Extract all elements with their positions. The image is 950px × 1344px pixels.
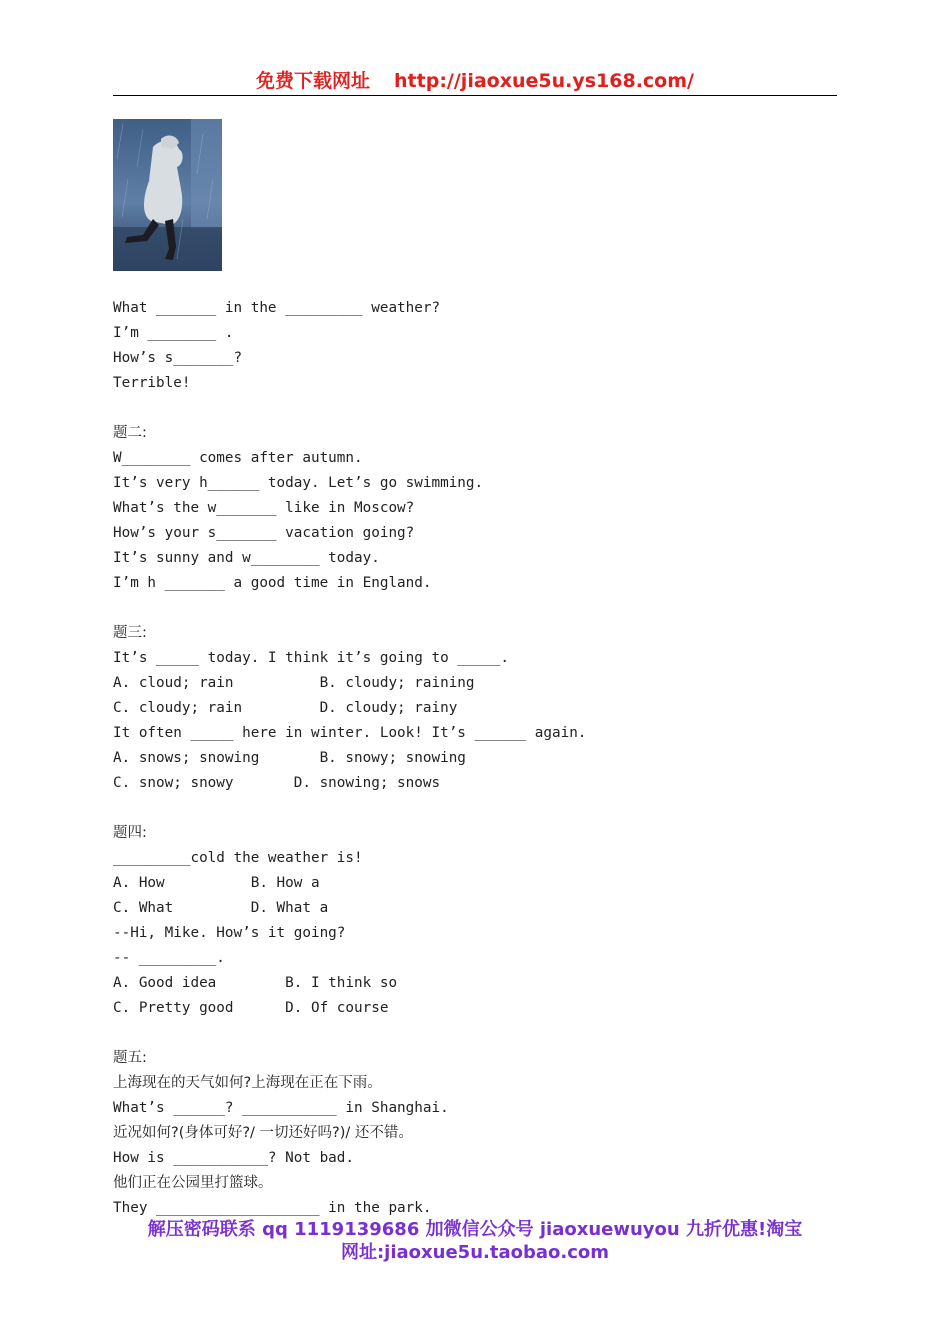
- text-line: What _______ in the _________ weather?: [113, 300, 441, 316]
- blank-line: [113, 596, 837, 621]
- text-line: 他们正在公园里打篮球。: [113, 1175, 273, 1191]
- text-line: A. Good idea B. I think so: [113, 975, 398, 991]
- text-line: C. Pretty good D. Of course: [113, 1000, 389, 1016]
- text-line: How’s your s_______ vacation going?: [113, 525, 415, 541]
- page-header: [113, 66, 837, 96]
- text-line: It’s very h______ today. Let’s go swimming.: [113, 475, 484, 491]
- text-line: A. cloud; rain B. cloudy; raining: [113, 675, 475, 691]
- text-line: I’m ________ .: [113, 325, 234, 341]
- text-line: 题五:: [113, 1050, 147, 1066]
- site-label: 免费下载网址: [256, 70, 371, 92]
- text-line: 题三:: [113, 625, 147, 641]
- footer-shop-url[interactable]: 网址:jiaoxue5u.taobao.com: [340, 1242, 609, 1263]
- text-line: -- _________.: [113, 950, 225, 966]
- blank-line: [113, 1021, 837, 1046]
- rain-photo: [113, 119, 222, 271]
- footer-contact: 解压密码联系 qq 1119139686 加微信公众号 jiaoxuewuyou 九折优惠!淘宝: [147, 1219, 803, 1240]
- text-line: W________ comes after autumn.: [113, 450, 363, 466]
- text-line: 题四:: [113, 825, 147, 841]
- text-line: C. snow; snowy D. snowing; snows: [113, 775, 441, 791]
- text-line: 题二:: [113, 425, 147, 441]
- text-line: C. What D. What a: [113, 900, 329, 916]
- text-line: It’s sunny and w________ today.: [113, 550, 380, 566]
- text-line: 近况如何?(身体可好?/ 一切还好吗?)/ 还不错。: [113, 1125, 413, 1141]
- exercise-content: [113, 296, 837, 1221]
- text-line: A. How B. How a: [113, 875, 320, 891]
- text-line: What’s ______? ___________ in Shanghai.: [113, 1100, 449, 1116]
- text-line: What’s the w_______ like in Moscow?: [113, 500, 415, 516]
- text-line: I’m h _______ a good time in England.: [113, 575, 432, 591]
- text-line: 上海现在的天气如何?上海现在正在下雨。: [113, 1075, 382, 1091]
- page-footer: [113, 1218, 837, 1264]
- text-line: It’s _____ today. I think it’s going to _____.: [113, 650, 509, 666]
- text-line: How is ___________? Not bad.: [113, 1150, 355, 1166]
- text-line: A. snows; snowing B. snowy; snowing: [113, 750, 466, 766]
- text-line: How’s s_______?: [113, 350, 243, 366]
- text-line: --Hi, Mike. How’s it going?: [113, 925, 346, 941]
- blank-line: [113, 396, 837, 421]
- blank-line: [113, 796, 837, 821]
- text-line: _________cold the weather is!: [113, 850, 363, 866]
- text-line: They ___________________ in the park.: [113, 1200, 432, 1216]
- site-url[interactable]: http://jiaoxue5u.ys168.com/: [394, 70, 694, 92]
- text-line: C. cloudy; rain D. cloudy; rainy: [113, 700, 458, 716]
- text-line: It often _____ here in winter. Look! It’s ______ again.: [113, 725, 587, 741]
- text-line: Terrible!: [113, 375, 191, 391]
